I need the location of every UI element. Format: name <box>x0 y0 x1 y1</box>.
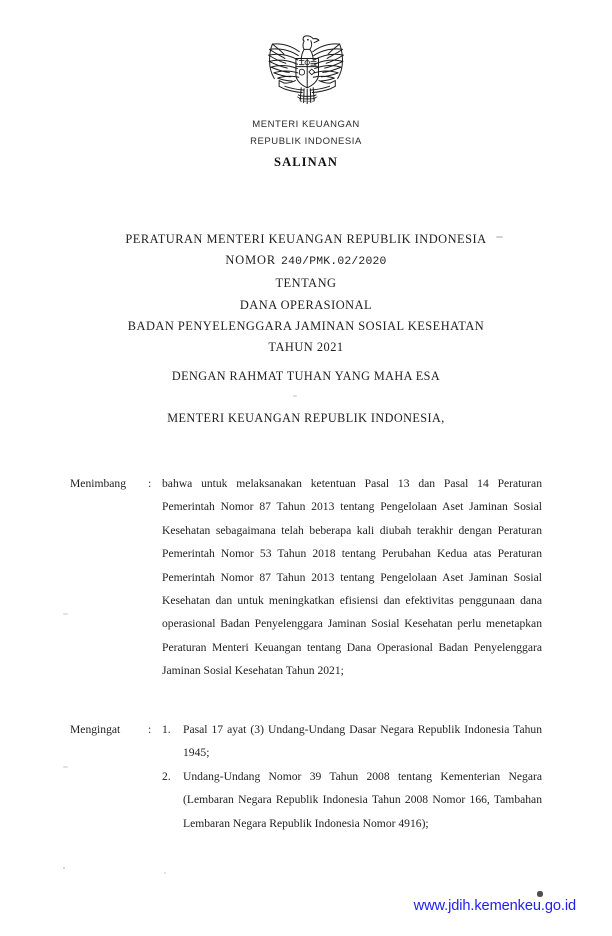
scan-speck <box>496 236 503 238</box>
scan-speck <box>63 867 65 869</box>
scan-speck <box>63 766 68 768</box>
considerations-label: Menimbang <box>70 477 127 490</box>
list-item <box>162 765 542 835</box>
invocation-issuer: MENTERI KEUANGAN REPUBLIK INDONESIA, <box>167 411 445 425</box>
nomor-label: NOMOR <box>225 253 277 268</box>
legal-basis-body <box>162 718 542 835</box>
legal-basis-section <box>70 718 542 835</box>
scan-speck <box>63 613 68 615</box>
title-line-tentang: TENTANG <box>275 276 337 291</box>
considerations-section <box>70 472 542 683</box>
title-line-subject-2: BADAN PENYELENGGARA JAMINAN SOSIAL KESEHATAN <box>127 318 485 333</box>
masthead <box>0 26 612 170</box>
nomor-value: 240/PMK.02/2020 <box>281 256 387 269</box>
legal-basis-colon: : <box>148 723 152 736</box>
considerations-colon: : <box>148 477 152 490</box>
list-item-marker: 1. <box>162 723 171 736</box>
scan-speck <box>164 872 166 874</box>
jdih-website-url[interactable]: www.jdih.kemenkeu.go.id <box>413 898 576 914</box>
list-item <box>162 718 542 765</box>
considerations-body <box>162 472 542 683</box>
legal-basis-label: Mengingat <box>70 723 121 736</box>
considerations-paragraph: bahwa untuk melaksanakan ketentuan Pasal 13 dan Pasal 14 Peraturan Pemerintah Nomor 87 Tahun 2013 tentang Pengelolaan Aset Jaminan Sosial Kesehatan sebagaimana telah beberapa kali diubah terakhir dengan Peraturan Pemerintah Nomor 53 Tahun 2018 tentang Perubahan Kedua atas Peraturan Pemerintah Nomor 87 Tahun 2013 tentang Pengelolaan Aset Jaminan Sosial Kesehatan dan untuk meningkatkan efisiensi dan efektivitas penggunaan dana operasional Badan Penyelenggara Jaminan Sosial Kesehatan perlu menetapkan Peraturan Menteri Keuangan tentang Dana Operasional Badan Penyelenggara Jaminan Sosial Kesehatan Tahun 2021; <box>162 477 542 678</box>
list-item-text: Undang-Undang Nomor 39 Tahun 2008 tentang Kementerian Negara (Lembaran Negara Republik Indonesia Tahun 2008 Nomor 166, Tambahan Lembaran Negara Republik Indonesia Nomor 4916); <box>183 769 542 830</box>
legal-basis-list <box>162 718 542 835</box>
regulation-title-block <box>0 229 612 358</box>
scan-speck <box>293 395 297 397</box>
ministry-name-line-2: REPUBLIK INDONESIA <box>250 135 362 147</box>
title-line-year: TAHUN 2021 <box>268 340 344 355</box>
ministry-name-line-1: MENTERI KEUANGAN <box>252 119 360 130</box>
list-item-text: Pasal 17 ayat (3) Undang-Undang Dasar Negara Republik Indonesia Tahun 1945; <box>183 723 542 760</box>
list-item-marker: 2. <box>162 769 171 783</box>
title-line-regulation-name: PERATURAN MENTERI KEUANGAN REPUBLIK INDONESIA <box>125 232 487 246</box>
garuda-pancasila-emblem <box>258 26 354 114</box>
title-line-subject-1: DANA OPERASIONAL <box>239 297 373 312</box>
scan-speck <box>537 891 543 897</box>
invocation-blessing: DENGAN RAHMAT TUHAN YANG MAHA ESA <box>171 369 441 383</box>
title-line-number <box>0 250 612 273</box>
invocation-block <box>0 369 612 426</box>
copy-stamp-salinan: SALINAN <box>274 155 338 170</box>
